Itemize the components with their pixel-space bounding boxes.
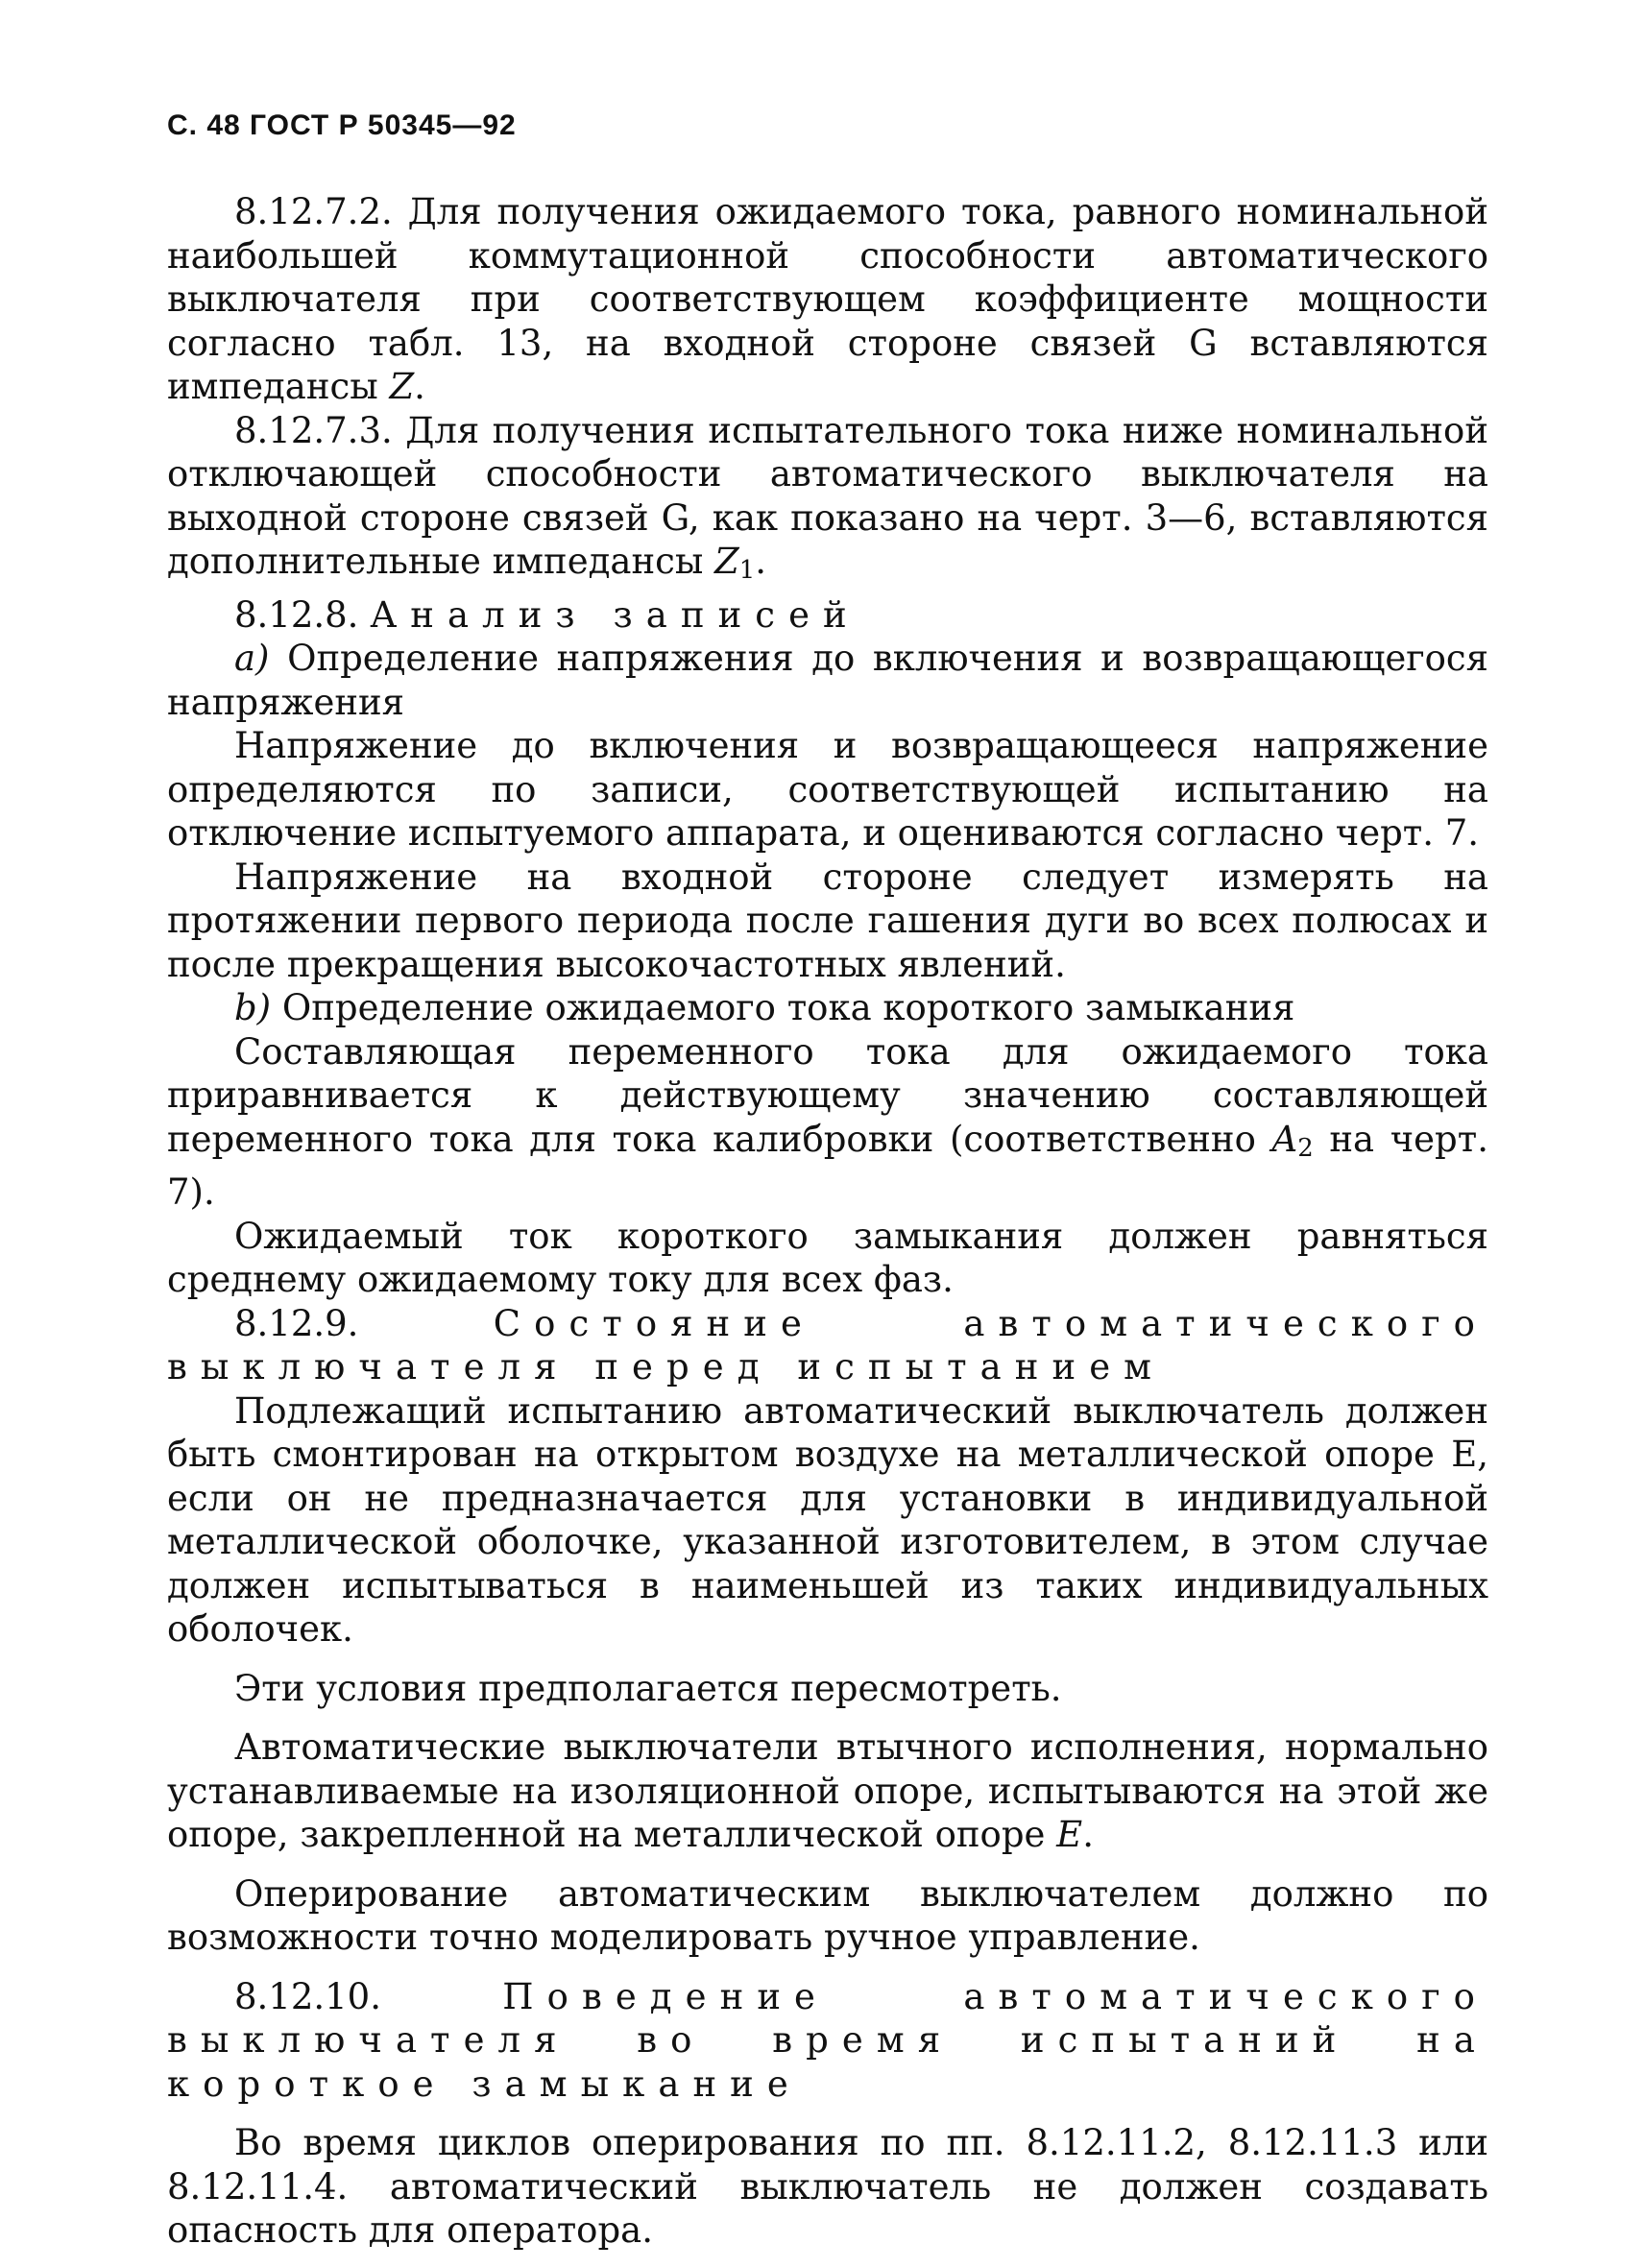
paragraph-text: 8.12.7.3. Для получения испытательного тока ниже номинальной отключающей способности автоматического выключателя на выходной стороне связей G, как показано на черт. 3—6, вставляются дополнительные импедансы — [167, 409, 1488, 582]
section-title: Анализ записей — [370, 593, 860, 636]
section-number: 8.12.10. — [234, 1975, 381, 2017]
paragraph-end: на черт. 7). — [167, 1118, 1488, 1214]
section-title: Состояние автоматического выключателя перед испытанием — [167, 1302, 1488, 1388]
impedance-symbol: Z — [714, 541, 739, 582]
paragraph-plug-in-breakers — [167, 1725, 1488, 1857]
item-a-heading — [167, 637, 1488, 724]
paragraph-end: . — [1082, 1814, 1094, 1856]
item-letter: b) — [234, 987, 272, 1029]
item-b-heading — [167, 986, 1488, 1030]
page-header: С. 48 ГОСТ Р 50345—92 — [167, 109, 517, 141]
paragraph-operation: Оперирование автоматическим выключателем должно по возможности точно моделировать ручное управление. — [167, 1872, 1488, 1959]
paragraph-reclosing-voltage: Напряжение до включения и возвращающееся напряжение определяются по записи, соответствующей испытанию на отключение испытуемого аппарата, и оцениваются согласно черт. 7. — [167, 725, 1488, 855]
support-symbol: E — [1056, 1814, 1083, 1856]
section-8-12-9-heading — [167, 1302, 1488, 1389]
paragraph-text: Автоматические выключатели втычного исполнения, нормально устанавливаемые на изоляционной опоре, испытываются на этой же опоре, закрепленной на металлической опоре — [167, 1726, 1488, 1856]
paragraph-8-12-7-2 — [167, 190, 1488, 409]
section-number: 8.12.8. — [234, 593, 359, 636]
item-title: Определение ожидаемого тока короткого замыкания — [281, 987, 1295, 1029]
paragraph-text: Составляющая переменного тока для ожидаемого тока приравнивается к действующему значению составляющей переменного тока для тока калибровки (соответственно — [167, 1030, 1488, 1160]
document-body — [167, 190, 1488, 2253]
paragraph-ac-component — [167, 1030, 1488, 1215]
paragraph-8-12-7-3 — [167, 409, 1488, 593]
section-number: 8.12.9. — [234, 1302, 359, 1344]
paragraph-end: . — [755, 541, 767, 582]
section-8-12-10-heading — [167, 1975, 1488, 2107]
paragraph-input-side-voltage: Напряжение на входной стороне следует измерять на протяжении первого периода после гашения дуги во всех полюсах и после прекращения высокочастотных явлений. — [167, 856, 1488, 985]
item-title: Определение напряжения до включения и возвращающегося напряжения — [167, 638, 1488, 723]
calibration-subscript: 2 — [1297, 1133, 1314, 1163]
paragraph-text: 8.12.7.2. Для получения ожидаемого тока, равного номинальной наибольшей коммутационной способности автоматического выключателя при соответствующем коэффициенте мощности согласно табл. 13, на входной стороне связей G вставляются импедансы — [167, 191, 1488, 407]
paragraph-end: . — [414, 366, 425, 407]
paragraph-expected-current: Ожидаемый ток короткого замыкания должен равняться среднему ожидаемому току для всех фаз. — [167, 1215, 1488, 1301]
section-8-12-8-heading — [167, 593, 1488, 638]
calibration-symbol: A — [1271, 1118, 1298, 1160]
impedance-subscript: 1 — [738, 556, 756, 586]
paragraph-mounting: Подлежащий испытанию автоматический выключатель должен быть смонтирован на открытом воздухе на металлической опоре E, если он не предназначается для установки в индивидуальной металлической оболочке, указанной изготовителем, в этом случае должен испытываться в наименьшей из таких индивидуальных оболочек. — [167, 1389, 1488, 1651]
section-title: Поведение автоматического выключателя во время испытаний на короткое замыкание — [167, 1975, 1488, 2105]
paragraph-review-note: Эти условия предполагается пересмотреть. — [234, 1667, 1062, 1709]
impedance-symbol: Z — [389, 366, 415, 407]
item-letter: a) — [234, 638, 270, 680]
paragraph-operator-safety: Во время циклов оперирования по пп. 8.12.11.2, 8.12.11.3 или 8.12.11.4. автоматический выключатель не должен создавать опасность для оператора. — [167, 2122, 1488, 2252]
